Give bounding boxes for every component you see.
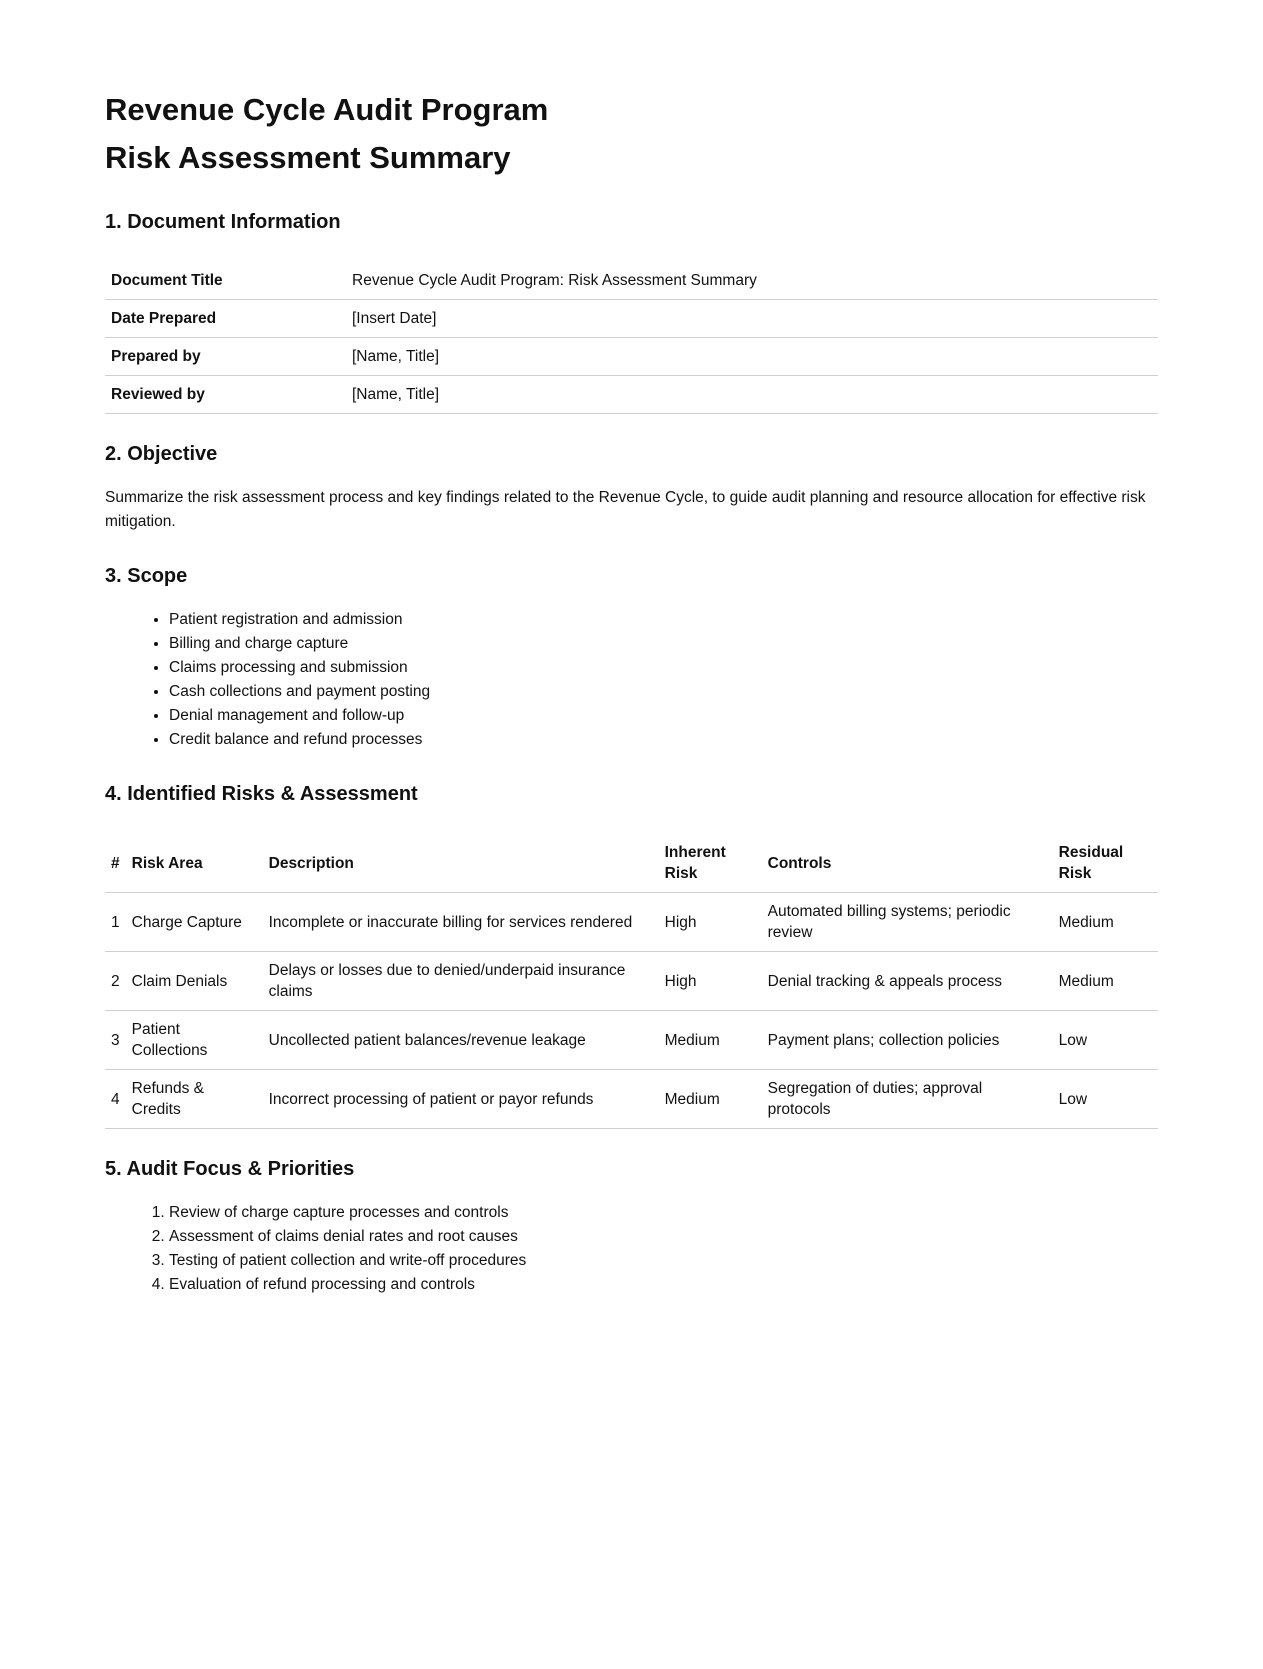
column-header-risk-area: Risk Area: [126, 834, 263, 893]
risk-description: Incorrect processing of patient or payor refunds: [263, 1070, 659, 1129]
audit-focus-list: [105, 1201, 1158, 1297]
residual-risk: Medium: [1053, 893, 1158, 952]
section-heading-audit-focus: 5. Audit Focus & Priorities: [105, 1158, 355, 1180]
column-header-description: Description: [263, 834, 659, 893]
info-label: Date Prepared: [105, 300, 346, 338]
column-header-residual-risk: Residual Risk: [1053, 834, 1158, 893]
inherent-risk: Medium: [659, 1011, 762, 1070]
table-row: [105, 952, 1158, 1011]
info-label: Prepared by: [105, 338, 346, 376]
risk-description: Delays or losses due to denied/underpaid insurance claims: [263, 952, 659, 1011]
table-row: [105, 262, 1158, 300]
info-value: [Insert Date]: [346, 300, 1158, 338]
scope-list: [105, 608, 1158, 752]
list-item: • Billing and charge capture: [169, 632, 1158, 656]
table-header-row: [105, 834, 1158, 893]
risk-area: Charge Capture: [126, 893, 263, 952]
risk-number: 4: [105, 1070, 126, 1129]
risk-description: Incomplete or inaccurate billing for services rendered: [263, 893, 659, 952]
list-item: • Cash collections and payment posting: [169, 680, 1158, 704]
risk-number: 2: [105, 952, 126, 1011]
info-label: Document Title: [105, 262, 346, 300]
inherent-risk: High: [659, 952, 762, 1011]
risk-controls: Segregation of duties; approval protocols: [762, 1070, 1053, 1129]
table-row: [105, 376, 1158, 414]
column-header-number: #: [105, 834, 126, 893]
table-row: [105, 338, 1158, 376]
list-item: 3. Testing of patient collection and write-off procedures: [169, 1249, 1158, 1273]
list-item: 2. Assessment of claims denial rates and root causes: [169, 1225, 1158, 1249]
section-heading-scope: 3. Scope: [105, 565, 188, 587]
risk-area: Patient Collections: [126, 1011, 263, 1070]
column-header-inherent-risk: Inherent Risk: [659, 834, 762, 893]
info-value: Revenue Cycle Audit Program: Risk Assessment Summary: [346, 262, 1158, 300]
residual-risk: Low: [1053, 1011, 1158, 1070]
risk-number: 3: [105, 1011, 126, 1070]
info-value: [Name, Title]: [346, 376, 1158, 414]
table-row: [105, 1011, 1158, 1070]
list-item: 1. Review of charge capture processes and controls: [169, 1201, 1158, 1225]
section-heading-identified-risks: 4. Identified Risks & Assessment: [105, 783, 418, 805]
document-title: [105, 86, 1158, 182]
list-item: • Claims processing and submission: [169, 656, 1158, 680]
list-item: • Patient registration and admission: [169, 608, 1158, 632]
residual-risk: Medium: [1053, 952, 1158, 1011]
list-item: • Credit balance and refund processes: [169, 728, 1158, 752]
table-row: [105, 300, 1158, 338]
risk-area: Refunds & Credits: [126, 1070, 263, 1129]
column-header-controls: Controls: [762, 834, 1053, 893]
risk-assessment-table: [105, 834, 1158, 1129]
info-label: Reviewed by: [105, 376, 346, 414]
section-heading-document-information: 1. Document Information: [105, 211, 341, 233]
risk-description: Uncollected patient balances/revenue leakage: [263, 1011, 659, 1070]
table-row: [105, 1070, 1158, 1129]
list-item: 4. Evaluation of refund processing and controls: [169, 1273, 1158, 1297]
document-information-table: [105, 262, 1158, 414]
title-line-2: Risk Assessment Summary: [105, 140, 511, 175]
risk-controls: Payment plans; collection policies: [762, 1011, 1053, 1070]
inherent-risk: High: [659, 893, 762, 952]
risk-controls: Automated billing systems; periodic review: [762, 893, 1053, 952]
list-item: • Denial management and follow-up: [169, 704, 1158, 728]
objective-text: Summarize the risk assessment process and key findings related to the Revenue Cycle, to guide audit planning and resource allocation for effective risk mitigation.: [105, 489, 1146, 530]
table-row: [105, 893, 1158, 952]
title-line-1: Revenue Cycle Audit Program: [105, 92, 549, 127]
risk-number: 1: [105, 893, 126, 952]
risk-controls: Denial tracking & appeals process: [762, 952, 1053, 1011]
risk-area: Claim Denials: [126, 952, 263, 1011]
info-value: [Name, Title]: [346, 338, 1158, 376]
section-heading-objective: 2. Objective: [105, 443, 218, 465]
inherent-risk: Medium: [659, 1070, 762, 1129]
residual-risk: Low: [1053, 1070, 1158, 1129]
